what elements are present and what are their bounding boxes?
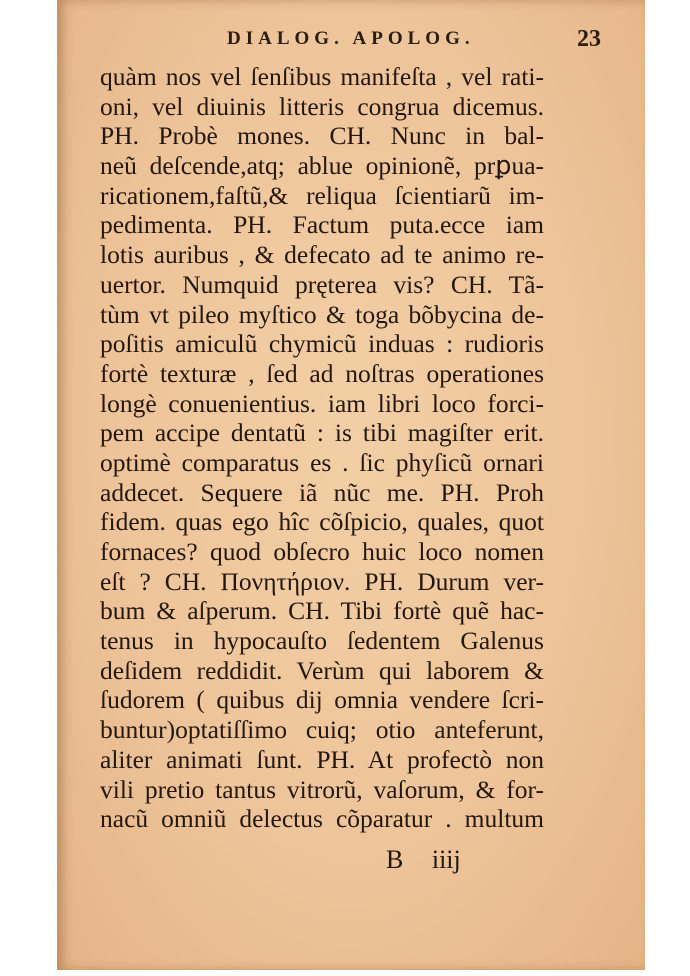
text-line [100,537,544,567]
text-line [100,507,544,537]
text-line [100,478,544,508]
text-line-content: PH. Probè mones. CH. Nunc in bal- [100,121,544,151]
text-line [100,685,544,715]
body-text [100,62,544,834]
text-line [100,715,544,745]
text-line [100,300,544,330]
text-line-content: neũ deſcende,atq; ablue opinionẽ, prꝑua- [100,151,544,181]
text-line [100,745,544,775]
text-line-content: eſt ? CH. Πονητήριον. PH. Durum ver- [100,566,544,596]
text-line-content: pem accipe dentatũ : is tibi magiſter erit. [100,418,544,448]
text-line-content: aliter animati ſunt. PH. At profectò non [100,744,544,774]
text-line [100,389,544,419]
text-line-content: pedimenta. PH. Factum puta.ecce iam [100,210,544,240]
running-title: DIALOG. APOLOG. [227,28,475,49]
signature-mark: B iiij [386,845,461,874]
text-line-content: optimè comparatus es . ſic phyſicũ ornari [100,447,544,477]
text-line [100,775,544,805]
text-line-content: deſidem reddidit. Verùm qui laborem & [100,655,544,685]
text-line [100,270,544,300]
text-line [100,151,544,181]
text-line [100,329,544,359]
text-line [100,804,544,834]
text-line-content: quàm nos vel ſenſibus manifeſta , vel rati- [100,62,544,91]
text-line-content: oni, vel diuinis litteris congrua dicemus. [100,91,544,121]
text-line [100,240,544,270]
text-line-content: buntur)optatiſſimo cuiq; otio anteferunt, [100,715,544,745]
text-line-content: longè conuenientius. iam libri loco forci- [100,388,544,418]
text-line-content: fornaces? quod obſecro huic loco nomen [100,537,544,566]
text-line [100,656,544,686]
text-line [100,418,544,448]
text-line-content: ſudorem ( quibus dij omnia vendere ſcri- [100,685,544,715]
text-line [100,596,544,626]
running-header [227,28,601,58]
text-line-content: nacũ omniũ delectus cõparatur . multum [100,804,544,834]
text-line [100,448,544,478]
text-line-content: ricationem,faſtũ,& reliqua ſcientiarũ im- [100,180,544,210]
text-line-content: addecet. Sequere iã nũc me. PH. Proh [100,477,544,507]
text-line-content: vili pretio tantus vitrorũ, vaſorum, & for- [100,774,544,804]
text-line [100,62,544,92]
text-line [100,121,544,151]
text-line-content: fortè texturæ , ſed ad noſtras operationes [100,358,544,388]
text-line-content: uertor. Numquid pręterea vis? CH. Tã- [100,269,544,299]
text-line [100,181,544,211]
text-line [100,567,544,597]
text-line-content: bum & aſperum. CH. Tibi fortè quẽ hac- [100,596,544,626]
text-line [100,92,544,122]
text-line [100,359,544,389]
text-line-content: poſitis amiculũ chymicũ induas : rudioris [100,329,544,359]
text-line-content: tenus in hypocauſto ſedentem Galenus [100,626,544,656]
text-line-content: fidem. quas ego hîc cõſpicio, quales, quot [100,507,544,537]
text-line-content: lotis auribus , & defecato ad te animo re- [100,240,544,270]
text-line [100,210,544,240]
text-line [100,626,544,656]
text-line-content: tùm vt pileo myſtico & toga bõbycina de- [100,299,544,329]
page-number: 23 [577,26,601,52]
